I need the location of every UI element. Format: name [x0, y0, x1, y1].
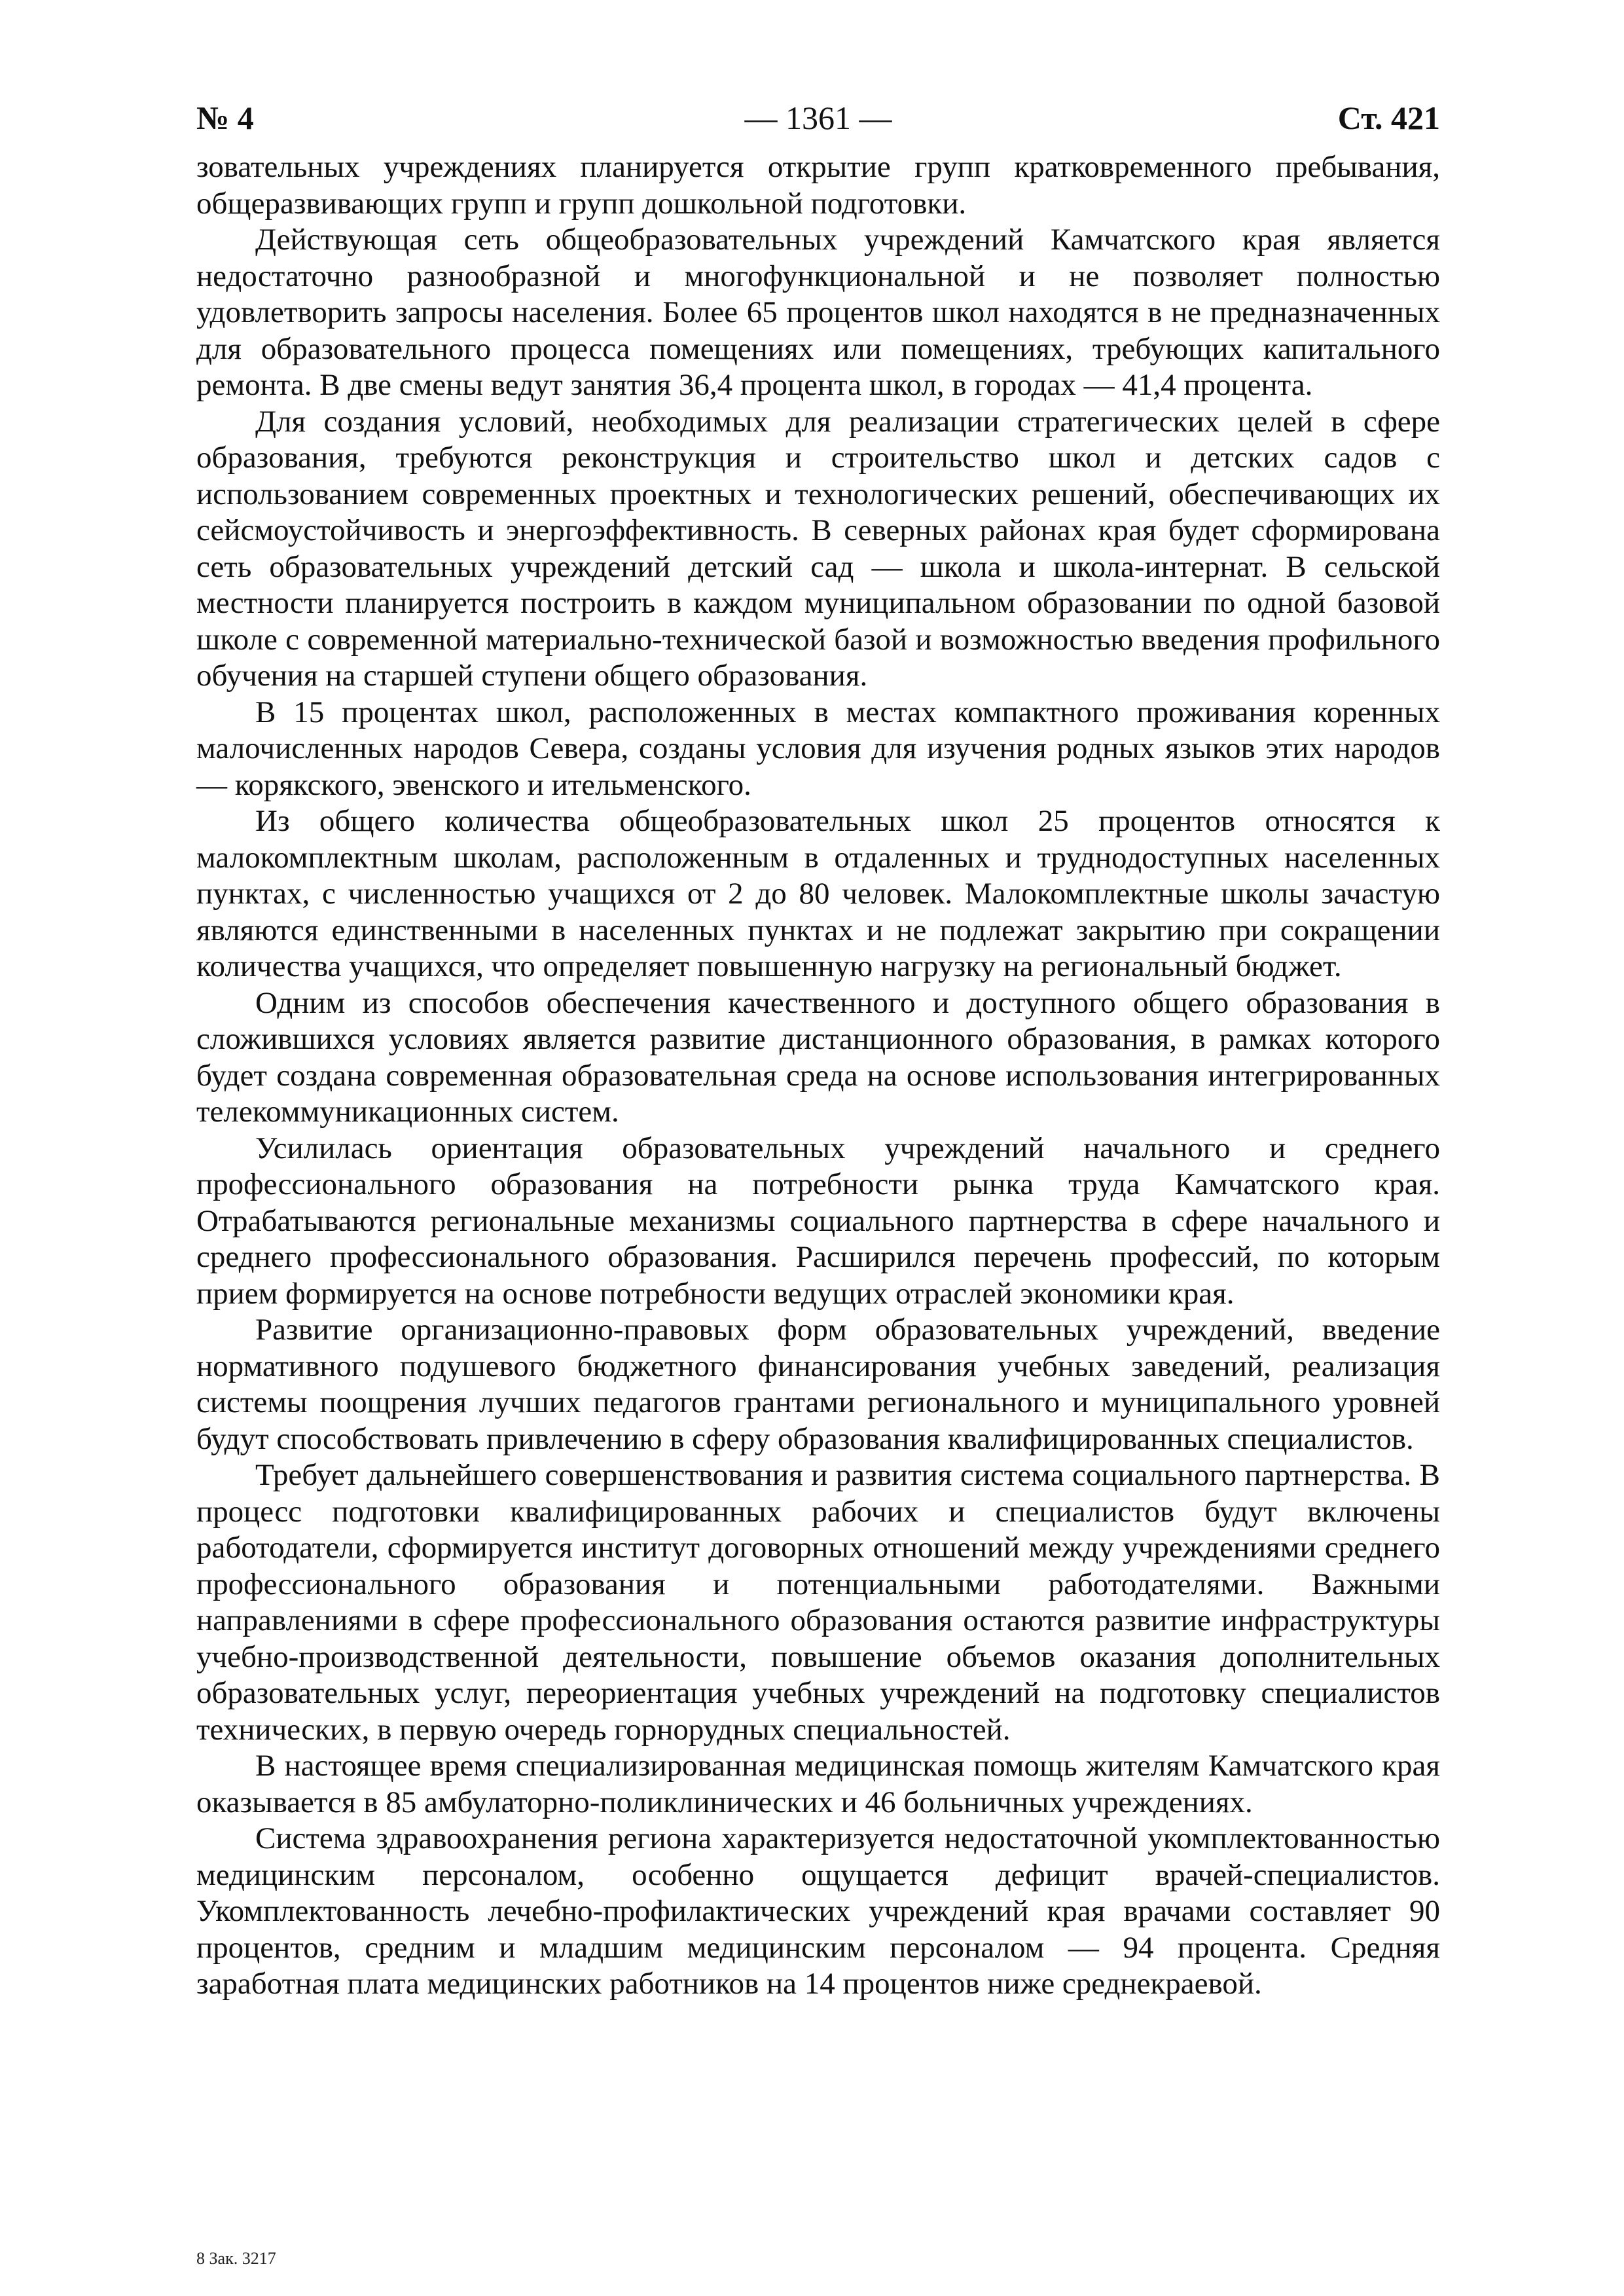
running-header [196, 92, 1440, 144]
paragraph: Из общего количества общеобразовательных школ 25 процентов относятся к малокомплектным школам, расположенным в отдаленных и труднодоступных населенных пунктах, с численностью учащихся от 2 до 80 человек. Малокомплектные школы зачастую являются единственными в населенных пунктах и не подлежат закрытию при сокращении количества учащихся, что определяет повышенную нагрузку на региональный бюджет. [196, 804, 1440, 983]
order-footnote: 8 Зак. 3217 [196, 2249, 276, 2268]
paragraph: Требует дальнейшего совершенствования и развития система социального партнерства. В процесс подготовки квалифицированных рабочих и специалистов будут включены работодатели, сформируется институт договорных отношений между учреждениями среднего профессионального образования и потенциальными работодателями. Важными направлениями в сфере профессионального образования остаются развитие инфраструктуры учебно-производственной деятельности, повышение объемов оказания дополнительных образовательных услуг, переориентация учебных учреждений на подготовку специалистов технических, в первую очередь горнорудных специальностей. [196, 1458, 1440, 1747]
paragraph-continued: зовательных учреждениях планируется открытие групп кратковременного пребывания, общеразвивающих групп и групп дошкольной подготовки. [196, 150, 1440, 221]
page-number: — 1361 — [744, 100, 892, 136]
paragraph: В настоящее время специализированная медицинская помощь жителям Камчатского края оказывается в 85 амбулаторно-поликлинических и 46 больничных учреждениях. [196, 1749, 1440, 1819]
paragraph: Одним из способов обеспечения качественного и доступного общего образования в сложившихся условиях является развитие дистанционного образования, в рамках которого будет создана современная образовательная среда на основе использования интегрированных телекоммуникационных систем. [196, 985, 1440, 1129]
issue-number: № 4 [196, 100, 254, 136]
paragraph: Система здравоохранения региона характеризуется недостаточной укомплектованностью медицинским персоналом, особенно ощущается дефицит врачей-специалистов. Укомплектованность лечебно-профилактических учреждений края врачами составляет 90 процентов, средним и младшим медицинским персоналом — 94 процента. Средняя заработная плата медицинских работников на 14 процентов ниже среднекраевой. [196, 1821, 1440, 2001]
paragraph: Развитие организационно-правовых форм образовательных учреждений, введение нормативного подушевого бюджетного финансирования учебных заведений, реализация системы поощрения лучших педагогов грантами регионального и муниципального уровней будут способствовать привлечению в сферу образования квалифицированных специалистов. [196, 1313, 1440, 1456]
paragraph: В 15 процентах школ, расположенных в местах компактного проживания коренных малочисленных народов Севера, созданы условия для изучения родных языков этих народов — корякского, эвенского и ительменского. [196, 695, 1440, 802]
article-number: Ст. 421 [1337, 100, 1440, 136]
paragraph: Действующая сеть общеобразовательных учреждений Камчатского края является недостаточно разнообразной и многофункциональной и не позволяет полностью удовлетворить запросы населения. Более 65 процентов школ находятся в не предназначенных для образовательного процесса помещениях или помещениях, требующих капитального ремонта. В две смены ведут занятия 36,4 процента школ, в городах — 41,4 процента. [196, 223, 1440, 402]
paragraph: Для создания условий, необходимых для реализации стратегических целей в сфере образования, требуются реконструкция и строительство школ и детских садов с использованием современных проектных и технологических решений, обеспечивающих их сейсмоустойчивость и энергоэффективность. В северных районах края будет сформирована сеть образовательных учреждений детский сад — школа и школа-интернат. В сельской местности планируется построить в каждом муниципальном образовании по одной базовой школе с современной материально-технической базой и возможностью введения профильного обучения на старшей ступени общего образования. [196, 404, 1440, 693]
body-text [196, 149, 1440, 2003]
document-page [196, 92, 1440, 2003]
paragraph: Усилилась ориентация образовательных учреждений начального и среднего профессионального образования на потребности рынка труда Камчатского края. Отрабатываются региональные механизмы социального партнерства в сфере начального и среднего профессионального образования. Расширился перечень профессий, по которым прием формируется на основе потребности ведущих отраслей экономики края. [196, 1131, 1440, 1311]
